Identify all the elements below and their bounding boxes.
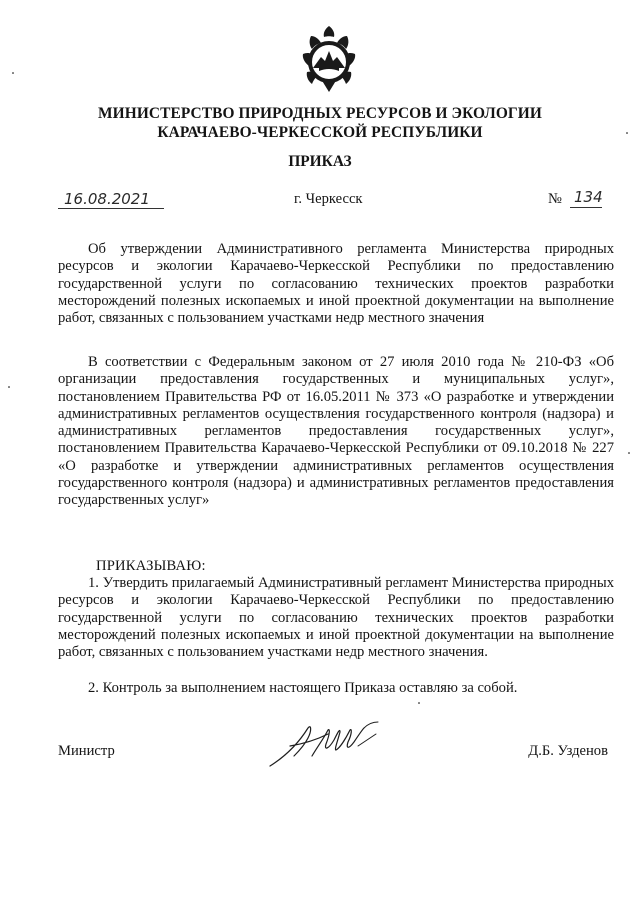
scan-speck bbox=[8, 386, 10, 388]
organization-name bbox=[0, 104, 640, 142]
document-city: г. Черкесск bbox=[294, 191, 363, 207]
handwritten-number: 134 bbox=[574, 188, 603, 206]
scan-speck bbox=[12, 72, 14, 74]
number-underline bbox=[570, 207, 602, 208]
document-number bbox=[548, 188, 604, 208]
document-date bbox=[58, 192, 164, 209]
signatory-position: Министр bbox=[58, 743, 115, 759]
document-type: ПРИКАЗ bbox=[288, 153, 352, 170]
handwritten-signature bbox=[268, 716, 384, 770]
organization-name-line-2: КАРАЧАЕВО-ЧЕРКЕССКОЙ РЕСПУБЛИКИ bbox=[157, 124, 483, 141]
handwritten-date: 16.08.2021 bbox=[64, 190, 150, 208]
scan-speck bbox=[628, 452, 630, 454]
legal-basis-paragraph: В соответствии с Федеральным законом от 27 июля 2010 года № 210-ФЗ «Об организации предоставления государственных и муниципальных услуг», постановлением Правительства РФ от 16.05.2011 № 373 «О разработке и утверждении административных регламентов осуществления государственного контроля (надзора) и административных регламентов предоставления государственных услуг», постановлением Правительства Карачаево-Черкесской Республики от 09.10.2018 № 227 «О разработке и утверждении административных регламентов осуществления государственного контроля (надзора) и административных регламентов предоставления государственных услуг» bbox=[58, 354, 614, 509]
order-item-2: 2. Контроль за выполнением настоящего Приказа оставляю за собой. bbox=[88, 680, 518, 696]
karachay-cherkessia-coat-of-arms-icon bbox=[297, 24, 361, 94]
order-title: Об утверждении Административного регламента Министерства природных ресурсов и экологии Карачаево-Черкесской Республики по предоставлению государственной услуги по согласованию технических проектов разработки месторождений полезных ископаемых и иной проектной документации на выполнение работ, связанных с пользованием участками недр местного значения bbox=[58, 241, 614, 327]
scan-speck bbox=[418, 702, 420, 704]
order-item-1: 1. Утвердить прилагаемый Административный регламент Министерства природных ресурсов и экологии Карачаево-Черкесской Республики по предоставлению государственной услуги по согласованию технических проектов разработки месторождений полезных ископаемых и иной проектной документации на выполнение работ, связанных с пользованием участками недр местного значения. bbox=[58, 575, 614, 661]
number-sign: № bbox=[548, 191, 562, 207]
signatory-name: Д.Б. Узденов bbox=[528, 743, 608, 759]
order-directive: ПРИКАЗЫВАЮ: bbox=[96, 558, 206, 574]
organization-name-line-1: МИНИСТЕРСТВО ПРИРОДНЫХ РЕСУРСОВ И ЭКОЛОГИИ bbox=[98, 105, 542, 122]
scan-speck bbox=[626, 132, 628, 134]
